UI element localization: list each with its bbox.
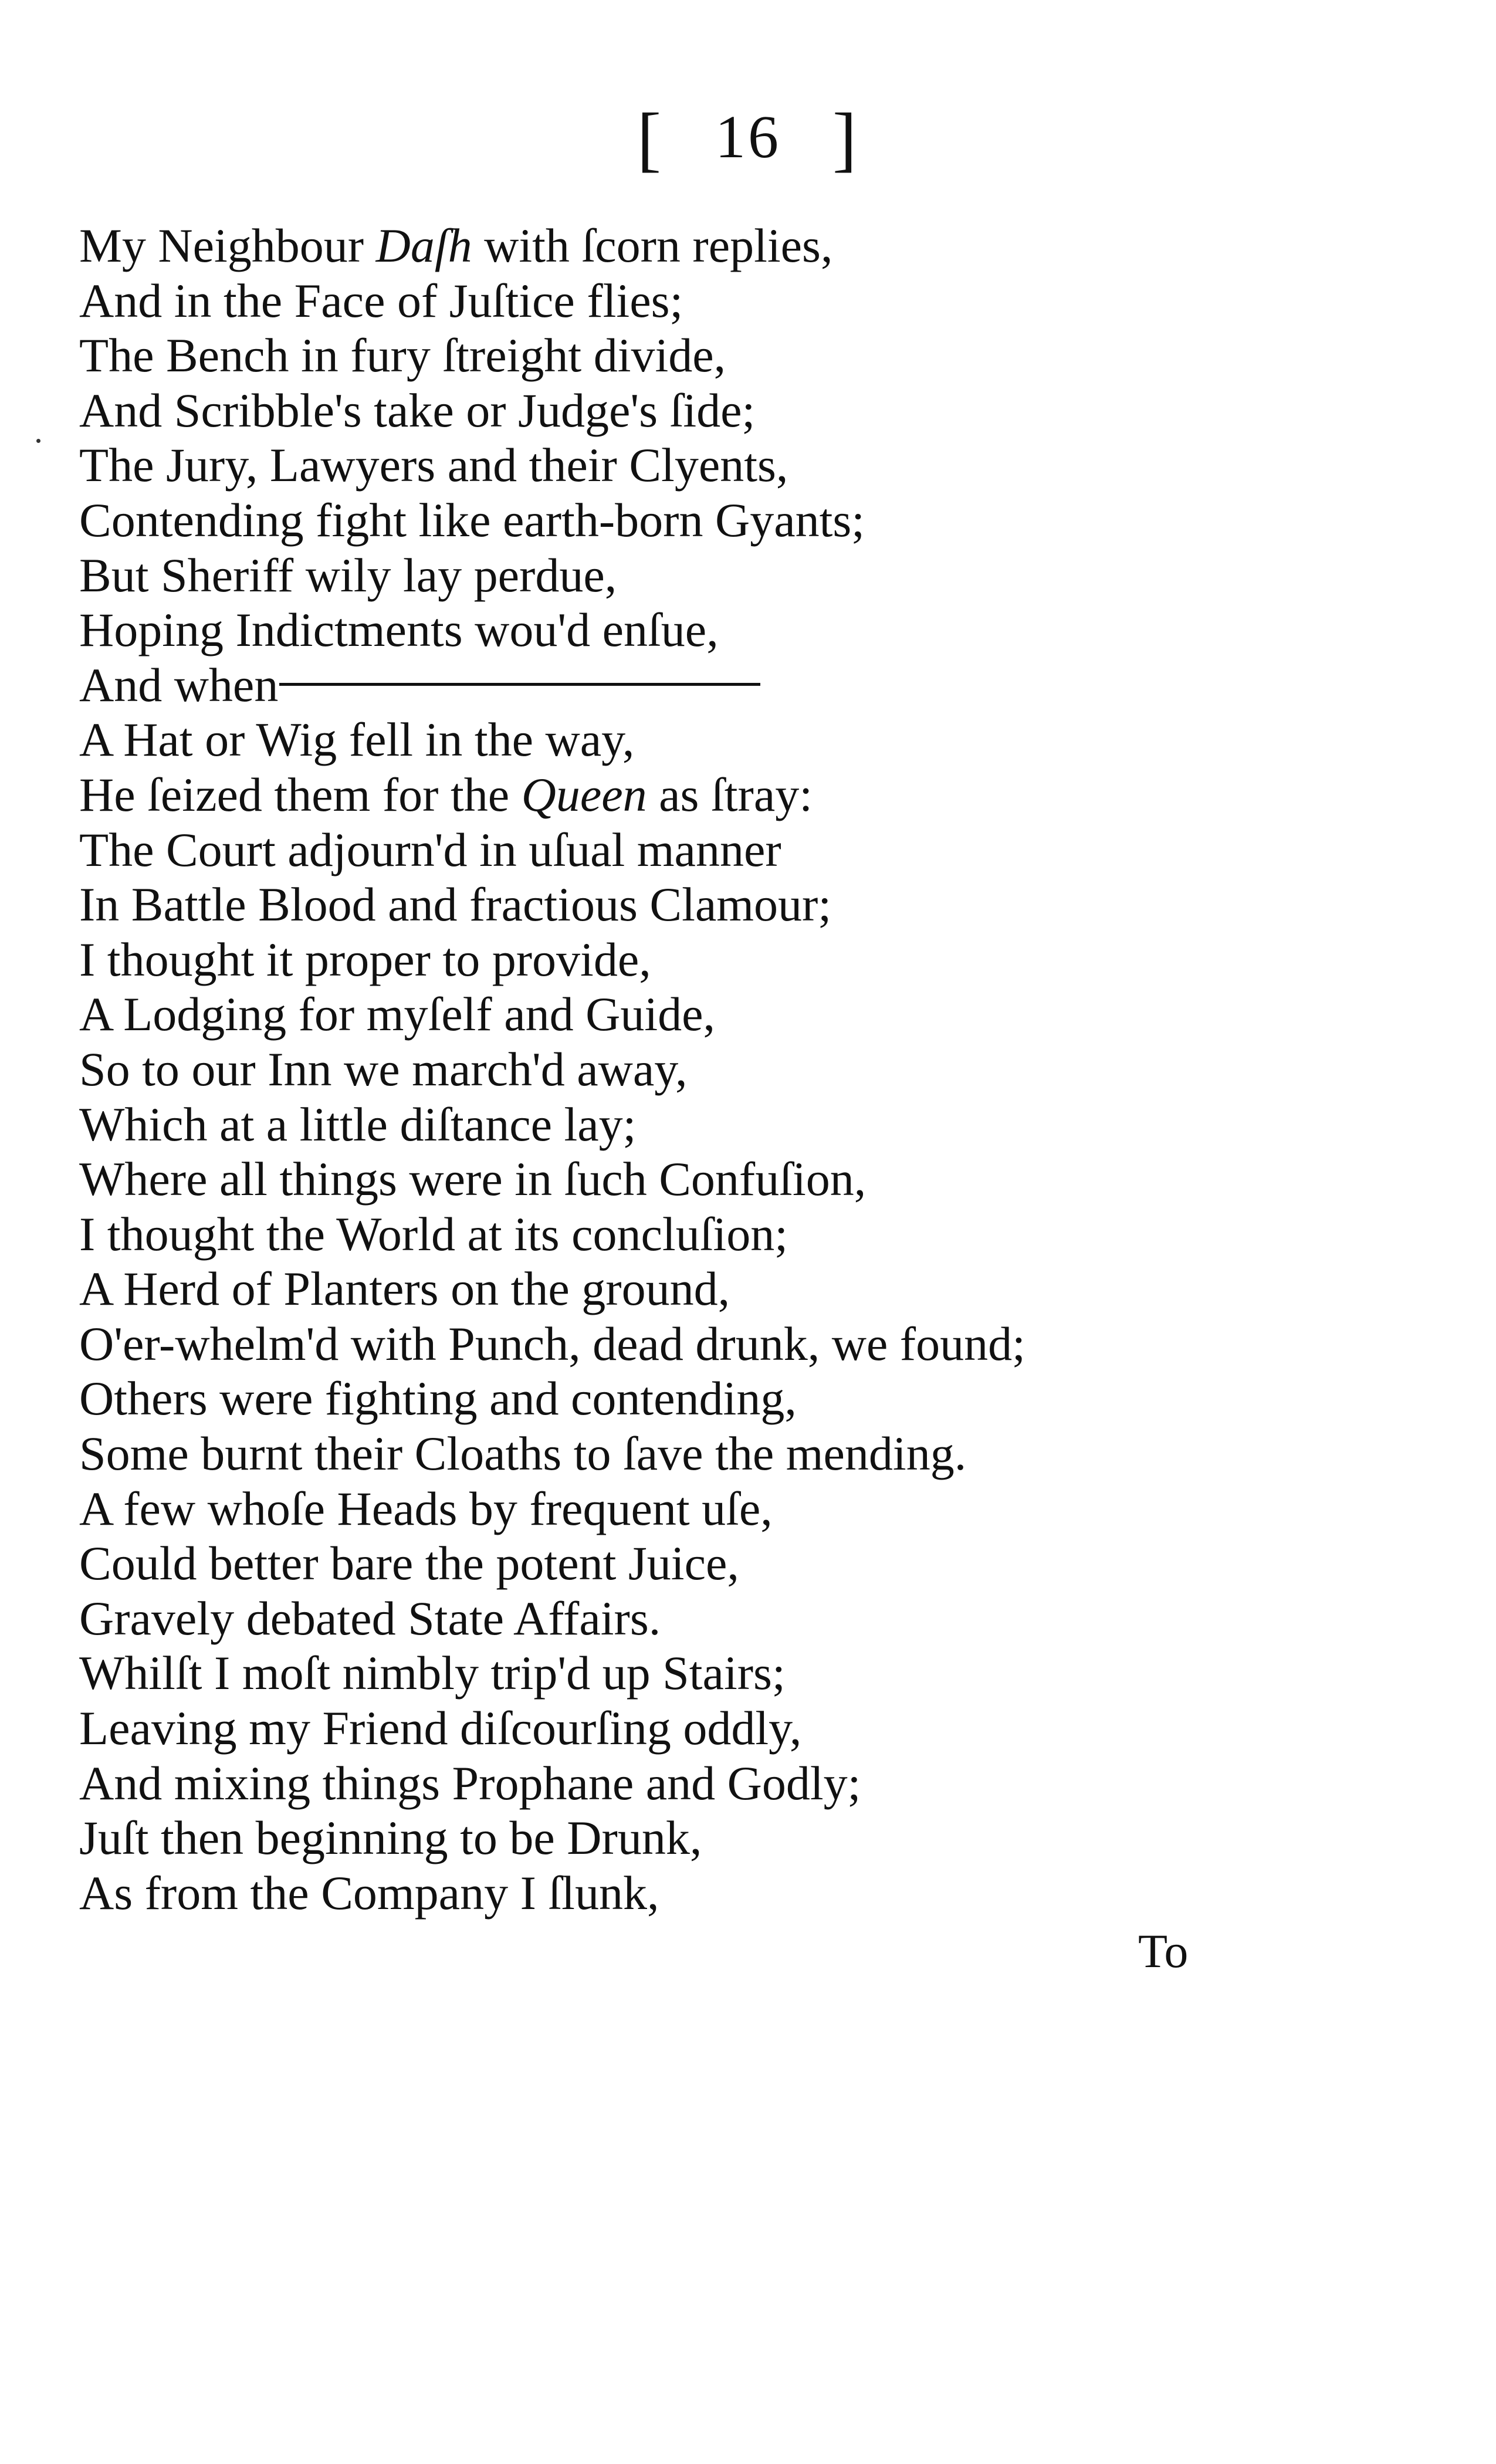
- verse-line: [79, 1316, 1311, 1372]
- verse-line: [79, 438, 1311, 493]
- verse-line-text: The Court adjourn'd in uſual manner: [79, 823, 781, 876]
- verse-line: [79, 1756, 1311, 1811]
- verse-line: [79, 1371, 1311, 1426]
- verse-line-text: A Herd of Planters on the ground,: [79, 1262, 730, 1316]
- verse-line-text: Hoping Indictments wou'd enſue,: [79, 603, 719, 657]
- verse-line: [79, 1866, 1311, 1921]
- verse-line: [79, 603, 1311, 658]
- verse-line: [79, 383, 1311, 438]
- em-dash-rule: [279, 683, 760, 686]
- verse-line-text: As from the Company I ſlunk,: [79, 1866, 659, 1920]
- verse-line: [79, 328, 1311, 383]
- verse-line: [79, 273, 1311, 329]
- verse-line-text: Gravely debated State Affairs.: [79, 1591, 661, 1645]
- verse-line-text: And mixing things Prophane and Godly;: [79, 1756, 861, 1810]
- verse-line-text-end: with ſcorn replies,: [472, 219, 833, 272]
- verse-line-text: Where all things were in ſuch Confuſion,: [79, 1152, 867, 1206]
- open-bracket: [: [637, 99, 664, 179]
- verse-line: [79, 712, 1311, 767]
- verse-line-text: So to our Inn we march'd away,: [79, 1042, 688, 1096]
- verse-line-text: Some burnt their Cloaths to ſave the mending.: [79, 1427, 967, 1481]
- verse-line-text: The Bench in fury ſtreight divide,: [79, 329, 726, 383]
- verse-line-text: A Lodging for myſelf and Guide,: [79, 987, 716, 1041]
- verse-line-text: And in the Face of Juſtice flies;: [79, 273, 683, 327]
- verse-line-italic: Queen: [521, 767, 647, 821]
- verse-line: [79, 1042, 1311, 1097]
- ink-speck: [36, 439, 40, 443]
- verse-line: [79, 218, 1311, 273]
- verse-line: [79, 548, 1311, 603]
- verse-line: [79, 1701, 1311, 1756]
- verse-line-text: Leaving my Friend diſcourſing oddly,: [79, 1701, 802, 1755]
- verse-line-text: Whilſt I moſt nimbly trip'd up Stairs;: [79, 1646, 786, 1700]
- verse-line-text: The Jury, Lawyers and their Clyents,: [79, 438, 788, 492]
- verse-line-text: And Scribble's take or Judge's ſide;: [79, 383, 756, 437]
- verse-line-text: I thought it proper to provide,: [79, 932, 651, 986]
- verse-line: [79, 767, 1311, 823]
- verse-block: [79, 218, 1311, 1920]
- verse-line-text: Could better bare the potent Juice,: [79, 1536, 739, 1590]
- verse-line: [79, 932, 1311, 987]
- page-number-header: [0, 99, 1496, 179]
- verse-line: [79, 493, 1311, 548]
- verse-line: [79, 658, 1311, 713]
- verse-line-text: I thought the World at its concluſion;: [79, 1207, 788, 1261]
- verse-line: [79, 1261, 1311, 1316]
- page-number: 16: [715, 103, 781, 171]
- verse-line: [79, 1810, 1311, 1866]
- verse-line: [79, 987, 1311, 1042]
- verse-line-text: Contending fight like earth-born Gyants;: [79, 493, 865, 547]
- verse-line-text: Others were fighting and contending,: [79, 1372, 797, 1426]
- catchword: To: [1138, 1924, 1189, 1978]
- verse-line: [79, 1481, 1311, 1536]
- verse-line-text: A few whoſe Heads by frequent uſe,: [79, 1481, 773, 1535]
- verse-line-italic: Daſh: [375, 219, 472, 272]
- verse-line-text: In Battle Blood and fractious Clamour;: [79, 878, 832, 932]
- verse-line: [79, 1536, 1311, 1591]
- verse-line-text: He ſeized them for the: [79, 767, 522, 821]
- verse-line: [79, 877, 1311, 932]
- verse-line-text: And when: [79, 658, 279, 712]
- verse-line-text: A Hat or Wig fell in the way,: [79, 713, 635, 767]
- verse-line: [79, 1591, 1311, 1646]
- verse-line: [79, 1646, 1311, 1701]
- verse-line-text: Juſt then beginning to be Drunk,: [79, 1811, 702, 1865]
- verse-line-text: Which at a little diſtance lay;: [79, 1097, 637, 1151]
- close-bracket: ]: [832, 99, 859, 179]
- verse-line-text-end: as ſtray:: [647, 767, 813, 821]
- verse-line-text: But Sheriff wily lay perdue,: [79, 548, 617, 602]
- verse-line: [79, 1152, 1311, 1207]
- verse-line-text: My Neighbour: [79, 219, 376, 272]
- verse-line: [79, 823, 1311, 878]
- verse-line: [79, 1207, 1311, 1262]
- verse-line: [79, 1426, 1311, 1481]
- verse-line-text: O'er-whelm'd with Punch, dead drunk, we found;: [79, 1316, 1025, 1370]
- verse-line: [79, 1097, 1311, 1152]
